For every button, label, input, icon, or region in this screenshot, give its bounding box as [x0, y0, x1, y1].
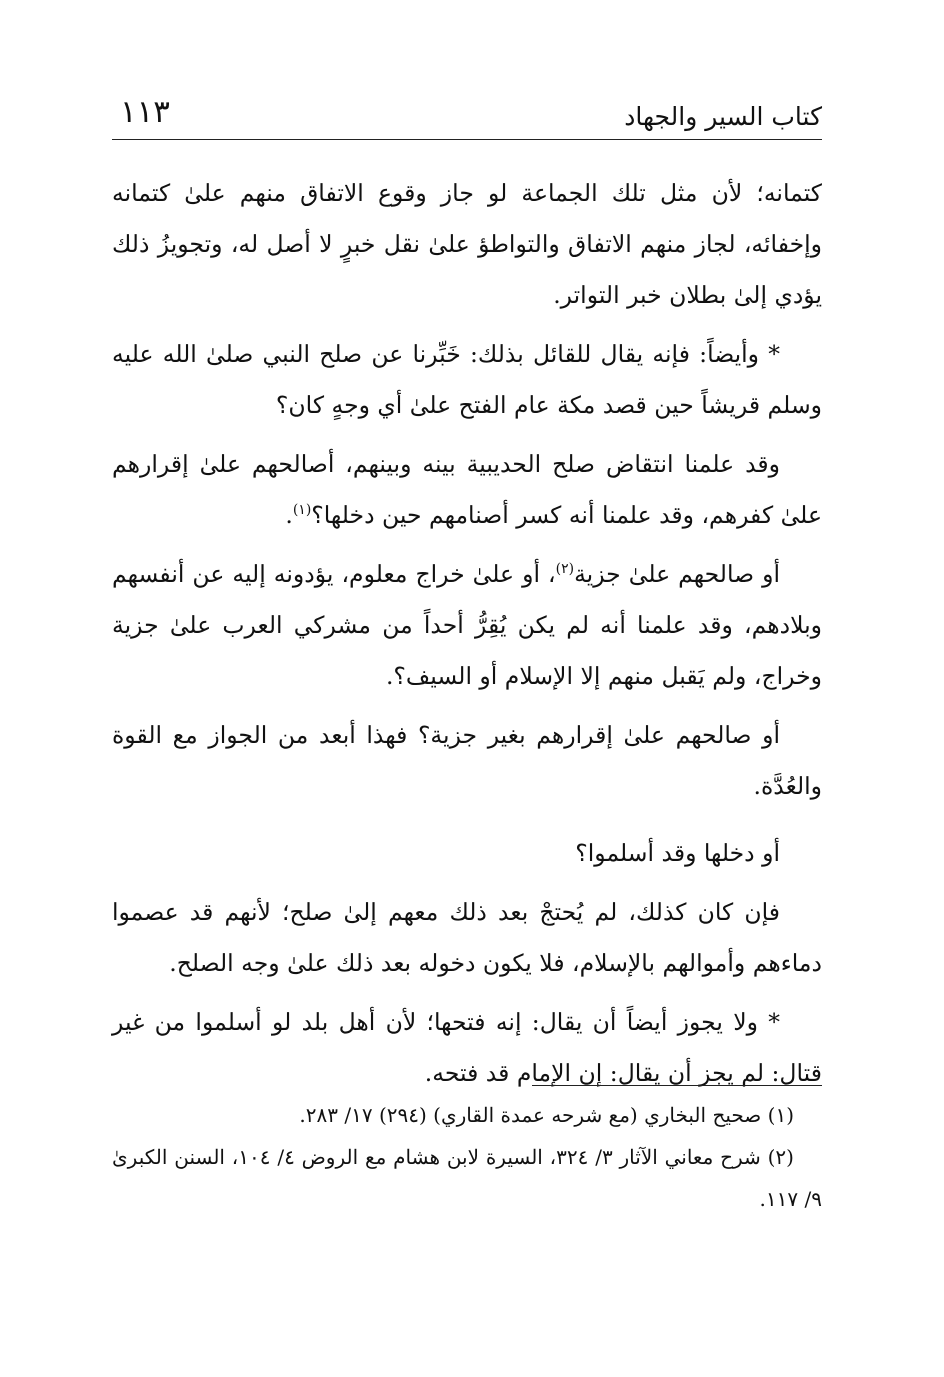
paragraph-1: كتمانه؛ لأن مثل تلك الجماعة لو جاز وقوع الاتفاق منهم علىٰ كتمانه وإخفائه، لجاز منهم الاتفاق والتواطؤ علىٰ نقل خبرٍ لا أصل له، وتجويزُ ذلك يؤدي إلىٰ بطلان خبر التواتر. [112, 179, 822, 309]
paragraph-3-text: وقد علمنا انتقاض صلح الحديبية بينه وبينهم، أصالحهم علىٰ إقرارهم علىٰ كفرهم، وقد علمنا أنه كسر أصنامهم حين دخلها؟ [112, 450, 822, 529]
paragraph-4-text-start: أو صالحهم علىٰ جزية [574, 560, 780, 588]
footnote-2: (٢) شرح معاني الآثار ٣/ ٣٢٤، السيرة لابن هشام مع الروض ٤/ ١٠٤، السنن الكبرىٰ ٩/ ١١٧. [112, 1145, 822, 1211]
footnotes [112, 1094, 822, 1220]
paragraph-2: * وأيضاً: فإنه يقال للقائل بذلك: خَبِّرنا عن صلح النبي صلىٰ الله عليه وسلم قريشاً حين قصد مكة عام الفتح علىٰ أي وجهٍ كان؟ [112, 340, 822, 419]
footnote-1: (١) صحيح البخاري (مع شرحه عمدة القاري) (٢٩٤) ١٧/ ٢٨٣. [299, 1103, 794, 1127]
paragraph-5: أو صالحهم علىٰ إقرارهم بغير جزية؟ فهذا أبعد من الجواز مع القوة والعُدَّة. [112, 721, 822, 800]
paragraph-6: أو دخلها وقد أسلموا؟ [575, 839, 780, 867]
main-text [112, 168, 822, 1099]
paragraph-7: فإن كان كذلك، لم يُحتجْ بعد ذلك معهم إلىٰ صلح؛ لأنهم قد عصموا دماءهم وأموالهم بالإسلام، فلا يكون دخوله بعد ذلك علىٰ وجه الصلح. [112, 898, 822, 977]
running-header-title: كتاب السير والجهاد [624, 102, 822, 131]
paragraph-3: وقد علمنا انتقاض صلح الحديبية بينه وبينهم، أصالحهم علىٰ إقرارهم علىٰ كفرهم، وقد علمنا أنه كسر أصنامهم حين دخلها؟$^{(١)}$. [112, 450, 822, 529]
footnote-rule [532, 1085, 822, 1086]
footnote-ref-2: (٢) [555, 561, 575, 578]
paragraph-4-text-end: ، أو علىٰ خراج معلوم، يؤدونه إليه عن أنفسهم وبلادهم، وقد علمنا أنه لم يكن يُقِرُّ أحداً من مشركي العرب علىٰ جزية وخراج، ولم يَقبل منهم إلا الإسلام أو السيف؟. [112, 560, 822, 690]
paragraph-8: * ولا يجوز أيضاً أن يقال: إنه فتحها؛ لأن أهل بلد لو أسلموا من غير قتال: لم يجز أن يقال: إن الإمام قد فتحه. [112, 1008, 822, 1087]
page-number: ١١٣ [120, 94, 170, 130]
paragraph-4 [112, 548, 822, 702]
footnote-ref-1: (١) [292, 502, 312, 519]
running-header [112, 88, 822, 140]
header-rule [112, 139, 822, 140]
